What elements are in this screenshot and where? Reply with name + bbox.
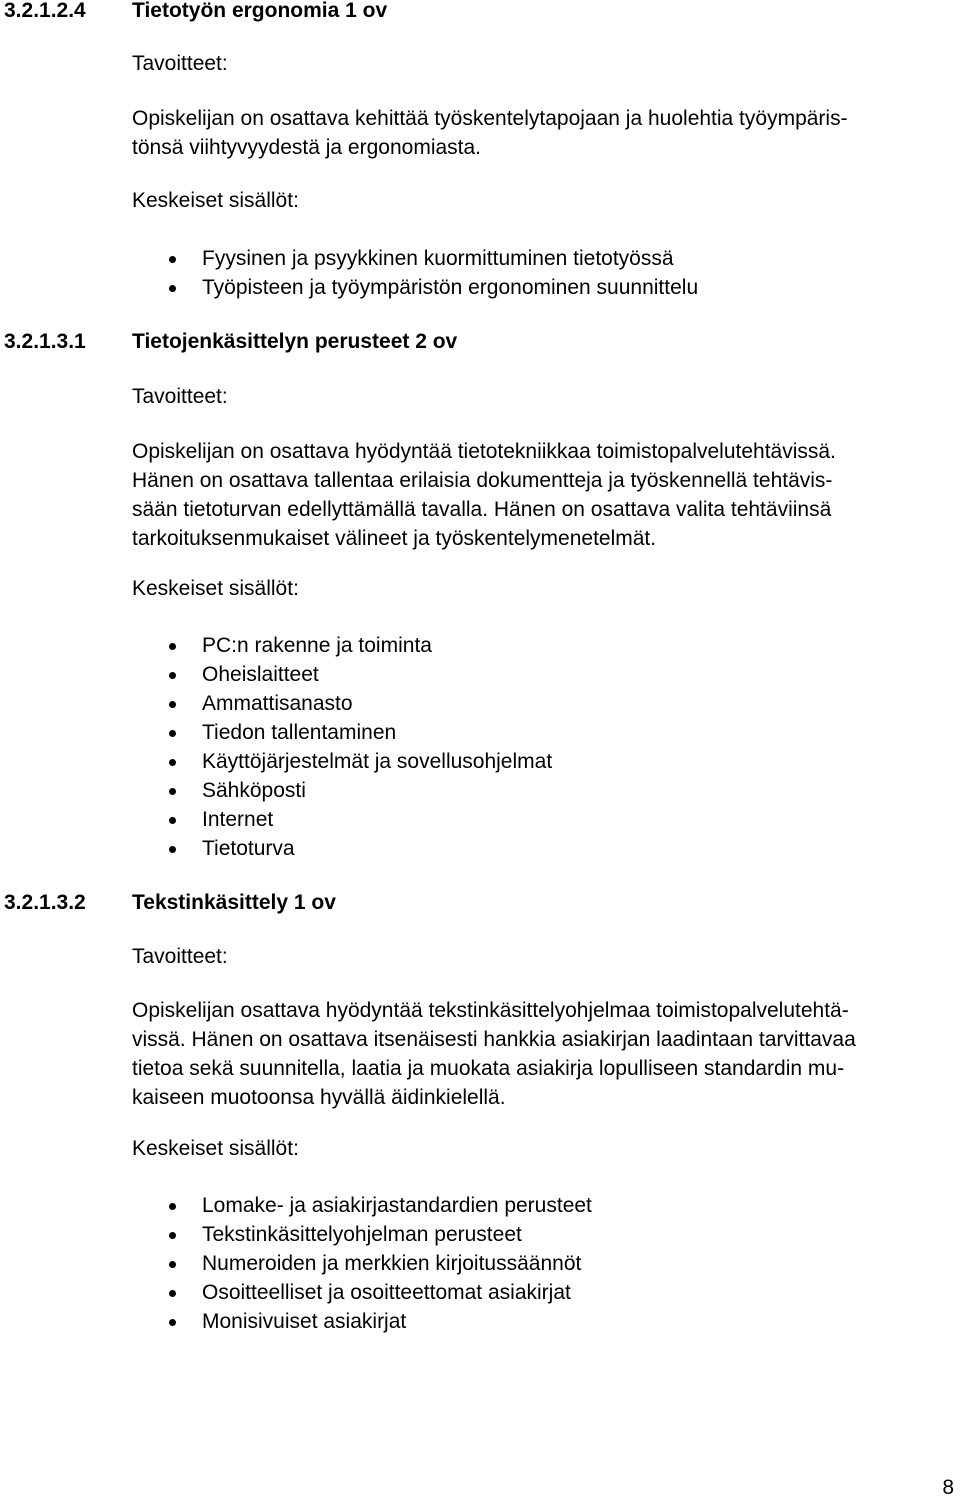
list-item-text: Monisivuiset asiakirjat: [202, 1310, 407, 1333]
goals-line: tietoa sekä suunnitella, laatia ja muokata asiakirja lopulliseen standardin mu-: [132, 1057, 845, 1080]
list-item-text: Ammattisanasto: [202, 692, 353, 715]
list-item-text: Tiedon tallentaminen: [202, 721, 397, 744]
bullet-icon: [169, 285, 176, 292]
list-item: [132, 805, 552, 834]
list-item: [132, 1307, 592, 1336]
goals-line: kaiseen muotoonsa hyvällä äidinkielellä.: [132, 1086, 506, 1109]
goals-line: Hänen on osattava tallentaa erilaisia dokumentteja ja työskennellä tehtävis-: [132, 469, 833, 492]
bullet-icon: [169, 701, 176, 708]
section-title: Tekstinkäsittely 1 ov: [132, 891, 336, 914]
bullet-icon: [169, 788, 176, 795]
goals-line: tarkoituksenmukaiset välineet ja työskentelymenetelmät.: [132, 527, 657, 550]
goals-line: Opiskelijan osattava hyödyntää tekstinkäsittelyohjelmaa toimistopalvelutehtä-: [132, 999, 849, 1022]
list-item: [132, 689, 552, 718]
section-number: 3.2.1.3.2: [4, 891, 86, 914]
section-number: 3.2.1.2.4: [4, 0, 86, 22]
list-item: [132, 631, 552, 660]
list-item-text: Internet: [202, 808, 274, 831]
contents-list: [132, 1191, 592, 1336]
goals-text: [132, 104, 954, 162]
list-item-text: Tekstinkäsittelyohjelman perusteet: [202, 1223, 522, 1246]
contents-label: Keskeiset sisällöt:: [132, 577, 299, 600]
section-number: 3.2.1.3.1: [4, 330, 86, 353]
bullet-icon: [169, 759, 176, 766]
list-item: [132, 244, 698, 273]
list-item: [132, 1249, 592, 1278]
list-item-text: Fyysinen ja psyykkinen kuormittuminen tietotyössä: [202, 247, 674, 270]
bullet-icon: [169, 643, 176, 650]
contents-list: [132, 631, 552, 863]
goals-label: Tavoitteet:: [132, 945, 228, 968]
list-item-text: Lomake- ja asiakirjastandardien perusteet: [202, 1194, 592, 1217]
bullet-icon: [169, 1261, 176, 1268]
list-item: [132, 1220, 592, 1249]
list-item: [132, 1278, 592, 1307]
page-number: 8: [942, 1476, 954, 1499]
section-title: Tietojenkäsittelyn perusteet 2 ov: [132, 330, 458, 353]
goals-label: Tavoitteet:: [132, 52, 228, 75]
contents-list: [132, 244, 698, 302]
section-title: Tietotyön ergonomia 1 ov: [132, 0, 388, 22]
goals-label: Tavoitteet:: [132, 385, 228, 408]
list-item-text: Oheislaitteet: [202, 663, 319, 686]
list-item: [132, 660, 552, 689]
list-item: [132, 1191, 592, 1220]
bullet-icon: [169, 1290, 176, 1297]
section-heading: [0, 0, 960, 25]
contents-label: Keskeiset sisällöt:: [132, 1137, 299, 1160]
list-item-text: Tietoturva: [202, 837, 295, 860]
list-item-text: Numeroiden ja merkkien kirjoitussäännöt: [202, 1252, 582, 1275]
bullet-icon: [169, 817, 176, 824]
section-heading: [0, 889, 960, 917]
bullet-icon: [169, 1203, 176, 1210]
bullet-icon: [169, 672, 176, 679]
bullet-icon: [169, 256, 176, 263]
list-item: [132, 273, 698, 302]
goals-line: vissä. Hänen on osattava itsenäisesti hankkia asiakirjan laadintaan tarvittavaa: [132, 1028, 856, 1051]
bullet-icon: [169, 730, 176, 737]
contents-label: Keskeiset sisällöt:: [132, 189, 299, 212]
list-item: [132, 718, 552, 747]
list-item: [132, 776, 552, 805]
list-item: [132, 834, 552, 863]
goals-line: tönsä viihtyvyydestä ja ergonomiasta.: [132, 136, 482, 159]
bullet-icon: [169, 846, 176, 853]
list-item-text: Työpisteen ja työympäristön ergonominen suunnittelu: [202, 276, 699, 299]
list-item: [132, 747, 552, 776]
list-item-text: Osoitteelliset ja osoitteettomat asiakirjat: [202, 1281, 571, 1304]
section-heading: [0, 328, 960, 356]
list-item-text: Käyttöjärjestelmät ja sovellusohjelmat: [202, 750, 553, 773]
list-item-text: Sähköposti: [202, 779, 306, 802]
bullet-icon: [169, 1319, 176, 1326]
goals-line: Opiskelijan on osattava hyödyntää tietotekniikkaa toimistopalvelutehtävissä.: [132, 440, 836, 463]
goals-line: sään tietoturvan edellyttämällä tavalla. Hänen on osattava valita tehtäviinsä: [132, 498, 832, 521]
list-item-text: PC:n rakenne ja toiminta: [202, 634, 432, 657]
goals-text: [132, 437, 954, 553]
bullet-icon: [169, 1232, 176, 1239]
goals-text: [132, 996, 954, 1112]
goals-line: Opiskelijan on osattava kehittää työskentelytapojaan ja huolehtia työympäris-: [132, 107, 848, 130]
